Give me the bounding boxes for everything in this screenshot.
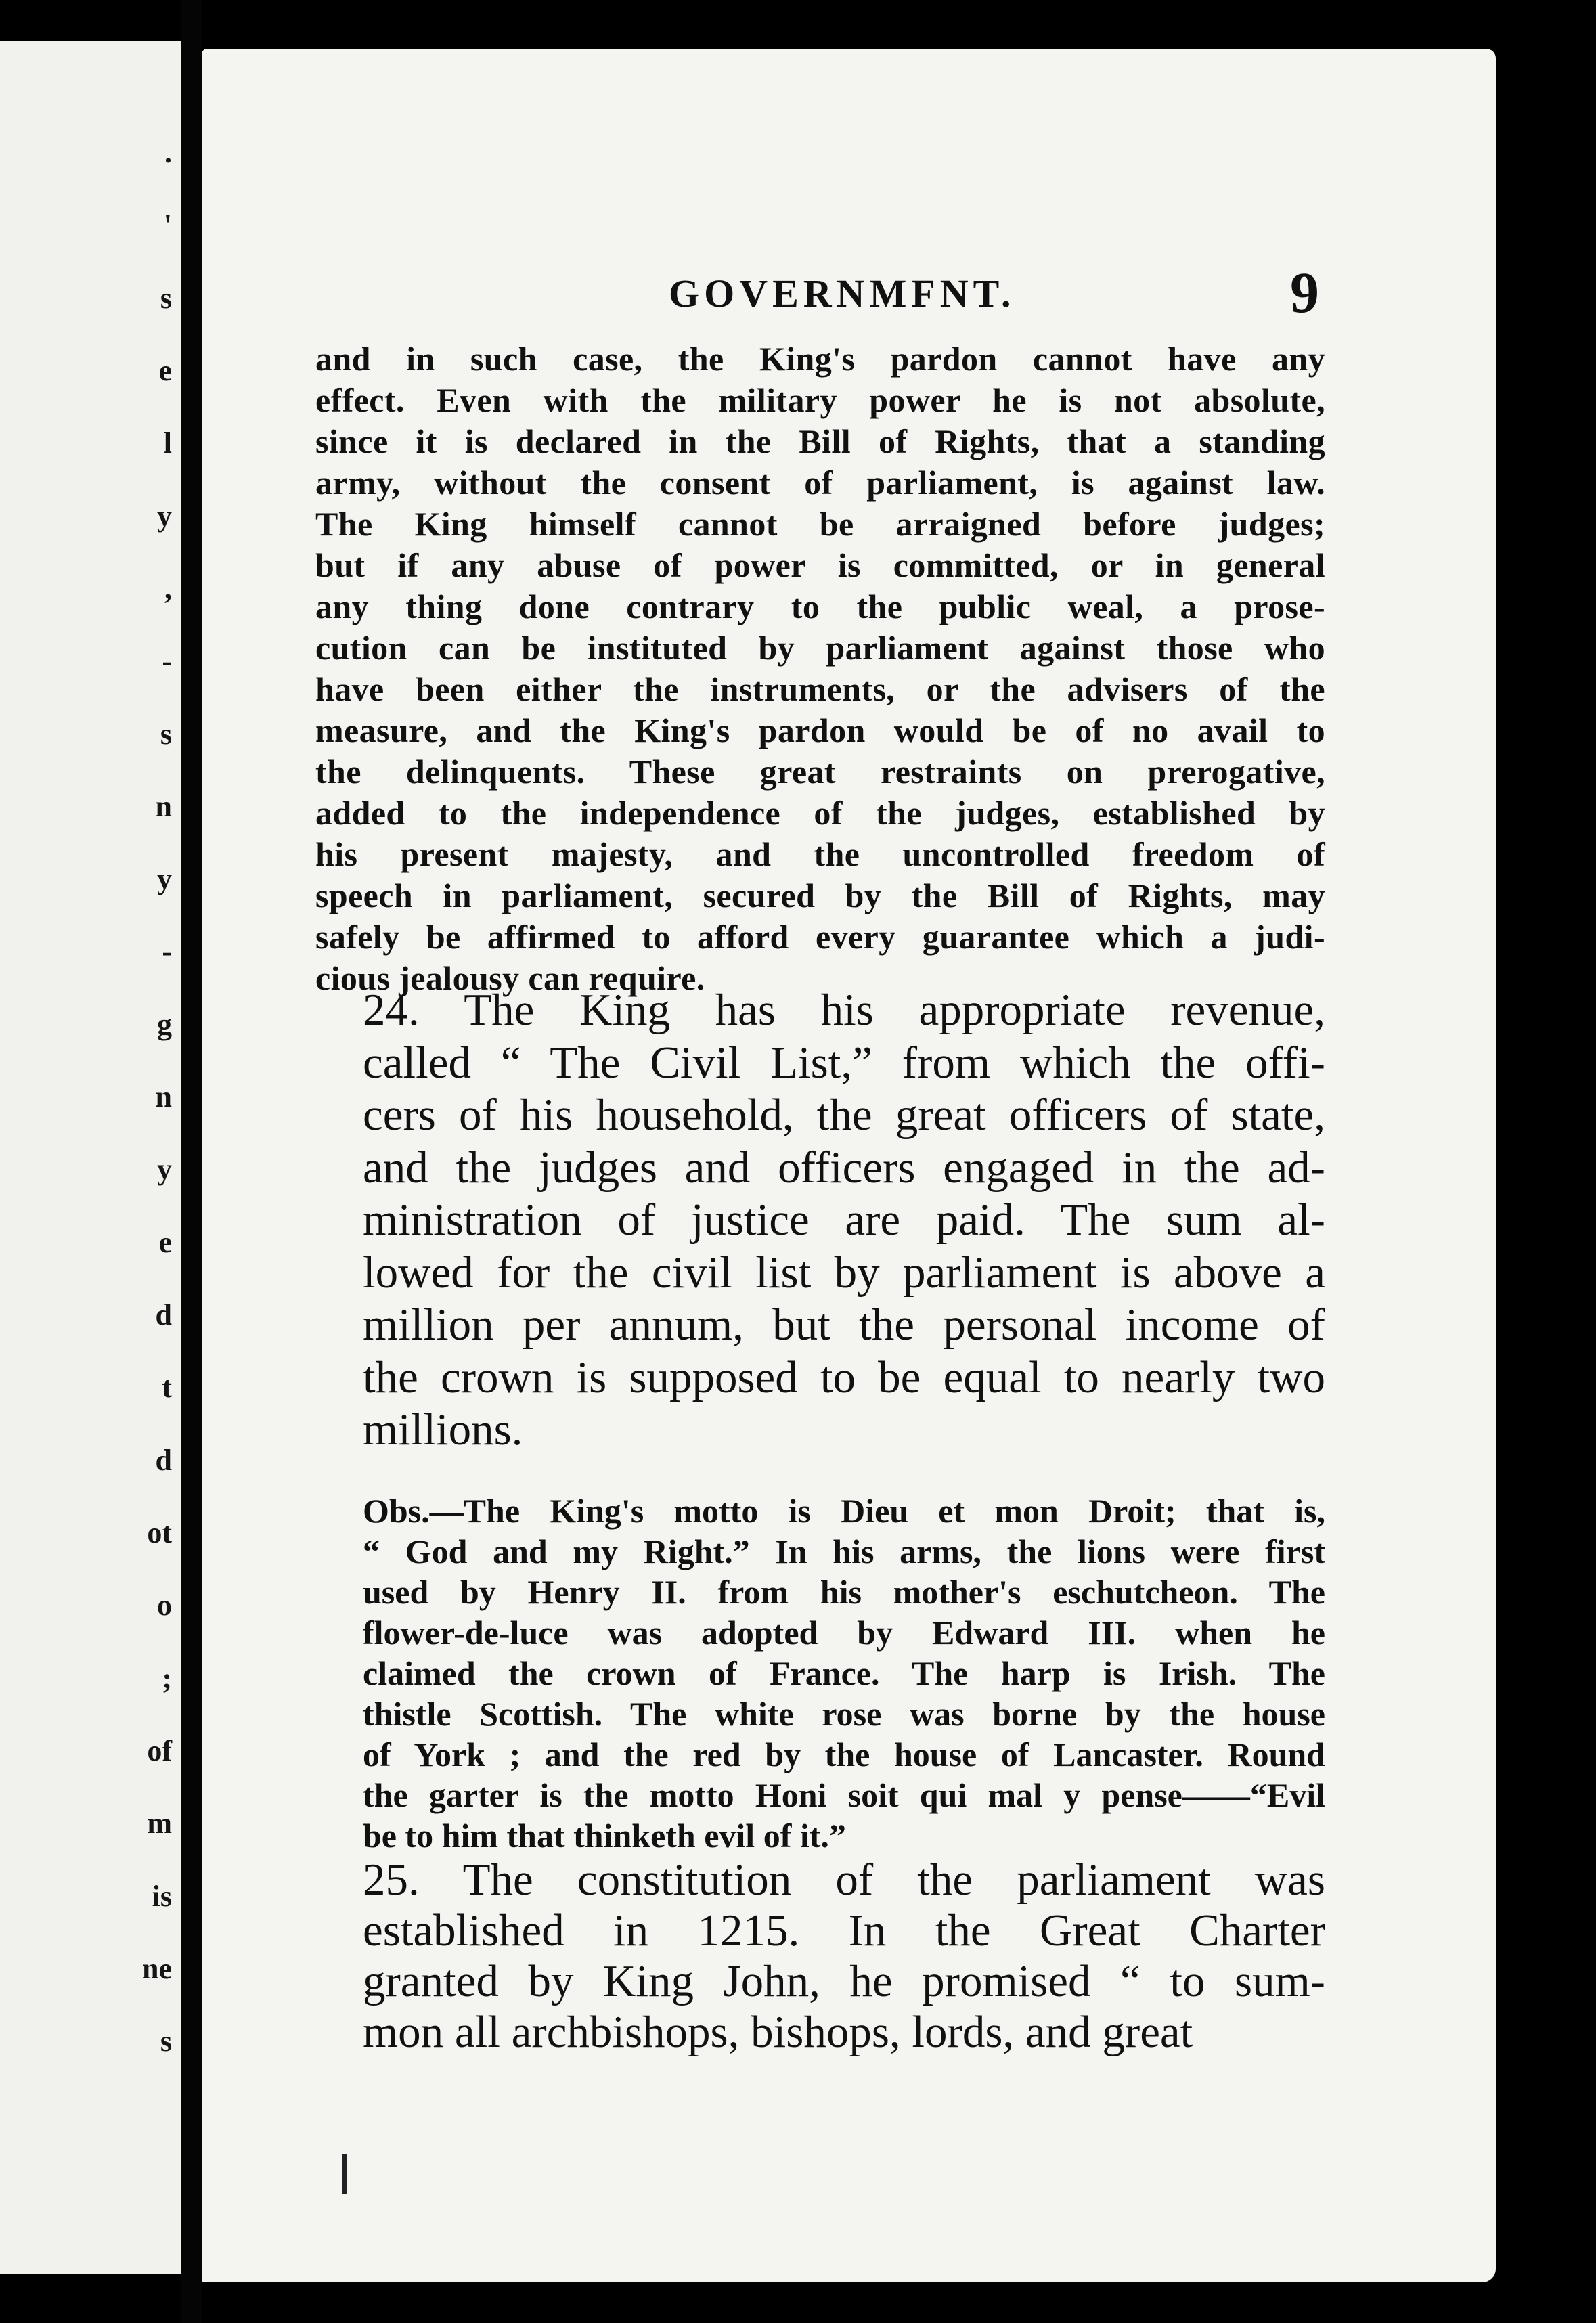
left-page-fragment: ne — [142, 1951, 172, 1985]
paragraph-24 — [315, 984, 1325, 1457]
left-page-fragment: y — [157, 499, 172, 533]
text-line: since it is declared in the Bill of Rights, that a standing — [315, 422, 1325, 460]
text-line: mon all archbishops, bishops, lords, and great — [363, 2007, 1193, 2057]
text-line: used by Henry II. from his mother's eschutcheon. The — [363, 1573, 1325, 1611]
left-page-fragment: ' — [163, 208, 172, 242]
left-page-fragment: - — [162, 644, 172, 678]
left-page-fragment: s — [160, 2025, 172, 2058]
text-line: but if any abuse of power is committed, or in general — [315, 546, 1325, 584]
text-line: thistle Scottish. The white rose was borne by the house — [363, 1695, 1325, 1733]
left-page-fragment: . — [164, 136, 172, 169]
text-line: flower-de-luce was adopted by Edward III. when he — [363, 1614, 1325, 1652]
ink-mark — [342, 2154, 347, 2194]
left-page-fragment: , — [164, 571, 172, 605]
text-line: added to the independence of the judges, established by — [315, 794, 1325, 832]
left-page-fragment: y — [157, 862, 172, 896]
text-line: The King himself cannot be arraigned before judges; — [315, 505, 1325, 543]
text-line: million per annum, but the personal income of — [363, 1300, 1325, 1350]
text-line: Obs.—The King's motto is Dieu et mon Droit; that is, — [363, 1492, 1325, 1530]
left-page-fragment: l — [163, 426, 172, 460]
left-page-fragment: ot — [147, 1516, 172, 1549]
paragraph-continuation — [315, 338, 1325, 999]
text-line: safely be affirmed to afford every guarantee which a judi- — [315, 918, 1325, 956]
left-page-fragment: y — [157, 1153, 172, 1187]
left-page-fragment: t — [162, 1371, 172, 1404]
text-line: the garter is the motto Honi soit qui mal y pense——“Evil — [363, 1776, 1325, 1814]
text-line: speech in parliament, secured by the Bill of Rights, may — [315, 877, 1325, 914]
text-line: 25. The constitution of the parliament was — [363, 1855, 1325, 1905]
left-page-fragment: s — [160, 281, 172, 315]
text-line: and the judges and officers engaged in the ad- — [363, 1142, 1325, 1193]
text-line: of York ; and the red by the house of Lancaster. Round — [363, 1735, 1325, 1773]
left-page-fragments — [0, 41, 181, 2274]
left-page-edge — [0, 41, 181, 2274]
text-line: the delinquents. These great restraints on prerogative, — [315, 753, 1325, 791]
text-line: ministration of justice are paid. The sum al- — [363, 1195, 1325, 1245]
text-line: the crown is supposed to be equal to nearly two — [363, 1352, 1325, 1402]
text-line: his present majesty, and the uncontrolled freedom of — [315, 835, 1325, 873]
text-line: have been either the instruments, or the advisers of the — [315, 670, 1325, 708]
paragraph-25 — [315, 1855, 1325, 2058]
left-page-fragment: of — [147, 1733, 172, 1767]
observation-note — [315, 1490, 1325, 1856]
left-page-fragment: d — [155, 1443, 172, 1477]
text-line: lowed for the civil list by parliament is above a — [363, 1247, 1325, 1298]
left-page-fragment: m — [147, 1807, 172, 1840]
left-page-fragment: o — [157, 1589, 172, 1622]
left-page-fragment: d — [155, 1298, 172, 1332]
left-page-fragment: - — [162, 935, 172, 969]
left-page-fragment: n — [155, 1080, 172, 1114]
left-page-fragment: n — [155, 789, 172, 823]
text-line: cious jealousy can require. — [315, 959, 705, 997]
left-page-fragment: is — [152, 1879, 172, 1913]
page-number: 9 — [1290, 260, 1319, 325]
right-page — [202, 49, 1496, 2282]
left-page-fragment: ; — [162, 1661, 172, 1695]
text-line: cers of his household, the great officers of state, — [363, 1090, 1325, 1140]
text-line: called “ The Civil List,” from which the offi- — [363, 1037, 1325, 1088]
running-title: GOVERNMFNT. — [669, 271, 1016, 315]
text-line: millions. — [363, 1404, 523, 1455]
left-page-fragment: e — [158, 353, 172, 387]
running-head — [202, 260, 1496, 325]
text-line: any thing done contrary to the public weal, a prose- — [315, 588, 1325, 625]
text-line: army, without the consent of parliament, is against law. — [315, 464, 1325, 502]
text-line: claimed the crown of France. The harp is Irish. The — [363, 1654, 1325, 1692]
left-page-fragment: e — [158, 1225, 172, 1259]
left-page-fragment: g — [157, 1007, 172, 1041]
text-line: be to him that thinketh evil of it.” — [363, 1817, 846, 1855]
text-line: effect. Even with the military power he is not absolute, — [315, 381, 1325, 419]
text-line: granted by King John, he promised “ to sum- — [363, 1956, 1325, 2006]
text-line: cution can be instituted by parliament against those who — [315, 629, 1325, 667]
book-spine — [181, 0, 202, 2323]
text-line: established in 1215. In the Great Charter — [363, 1905, 1325, 1955]
text-line: and in such case, the King's pardon cannot have any — [315, 340, 1325, 378]
text-line: measure, and the King's pardon would be of no avail to — [315, 711, 1325, 749]
text-line: 24. The King has his appropriate revenue, — [363, 985, 1325, 1035]
left-page-fragment: s — [160, 717, 172, 751]
text-line: “ God and my Right.” In his arms, the lions were first — [363, 1532, 1325, 1570]
